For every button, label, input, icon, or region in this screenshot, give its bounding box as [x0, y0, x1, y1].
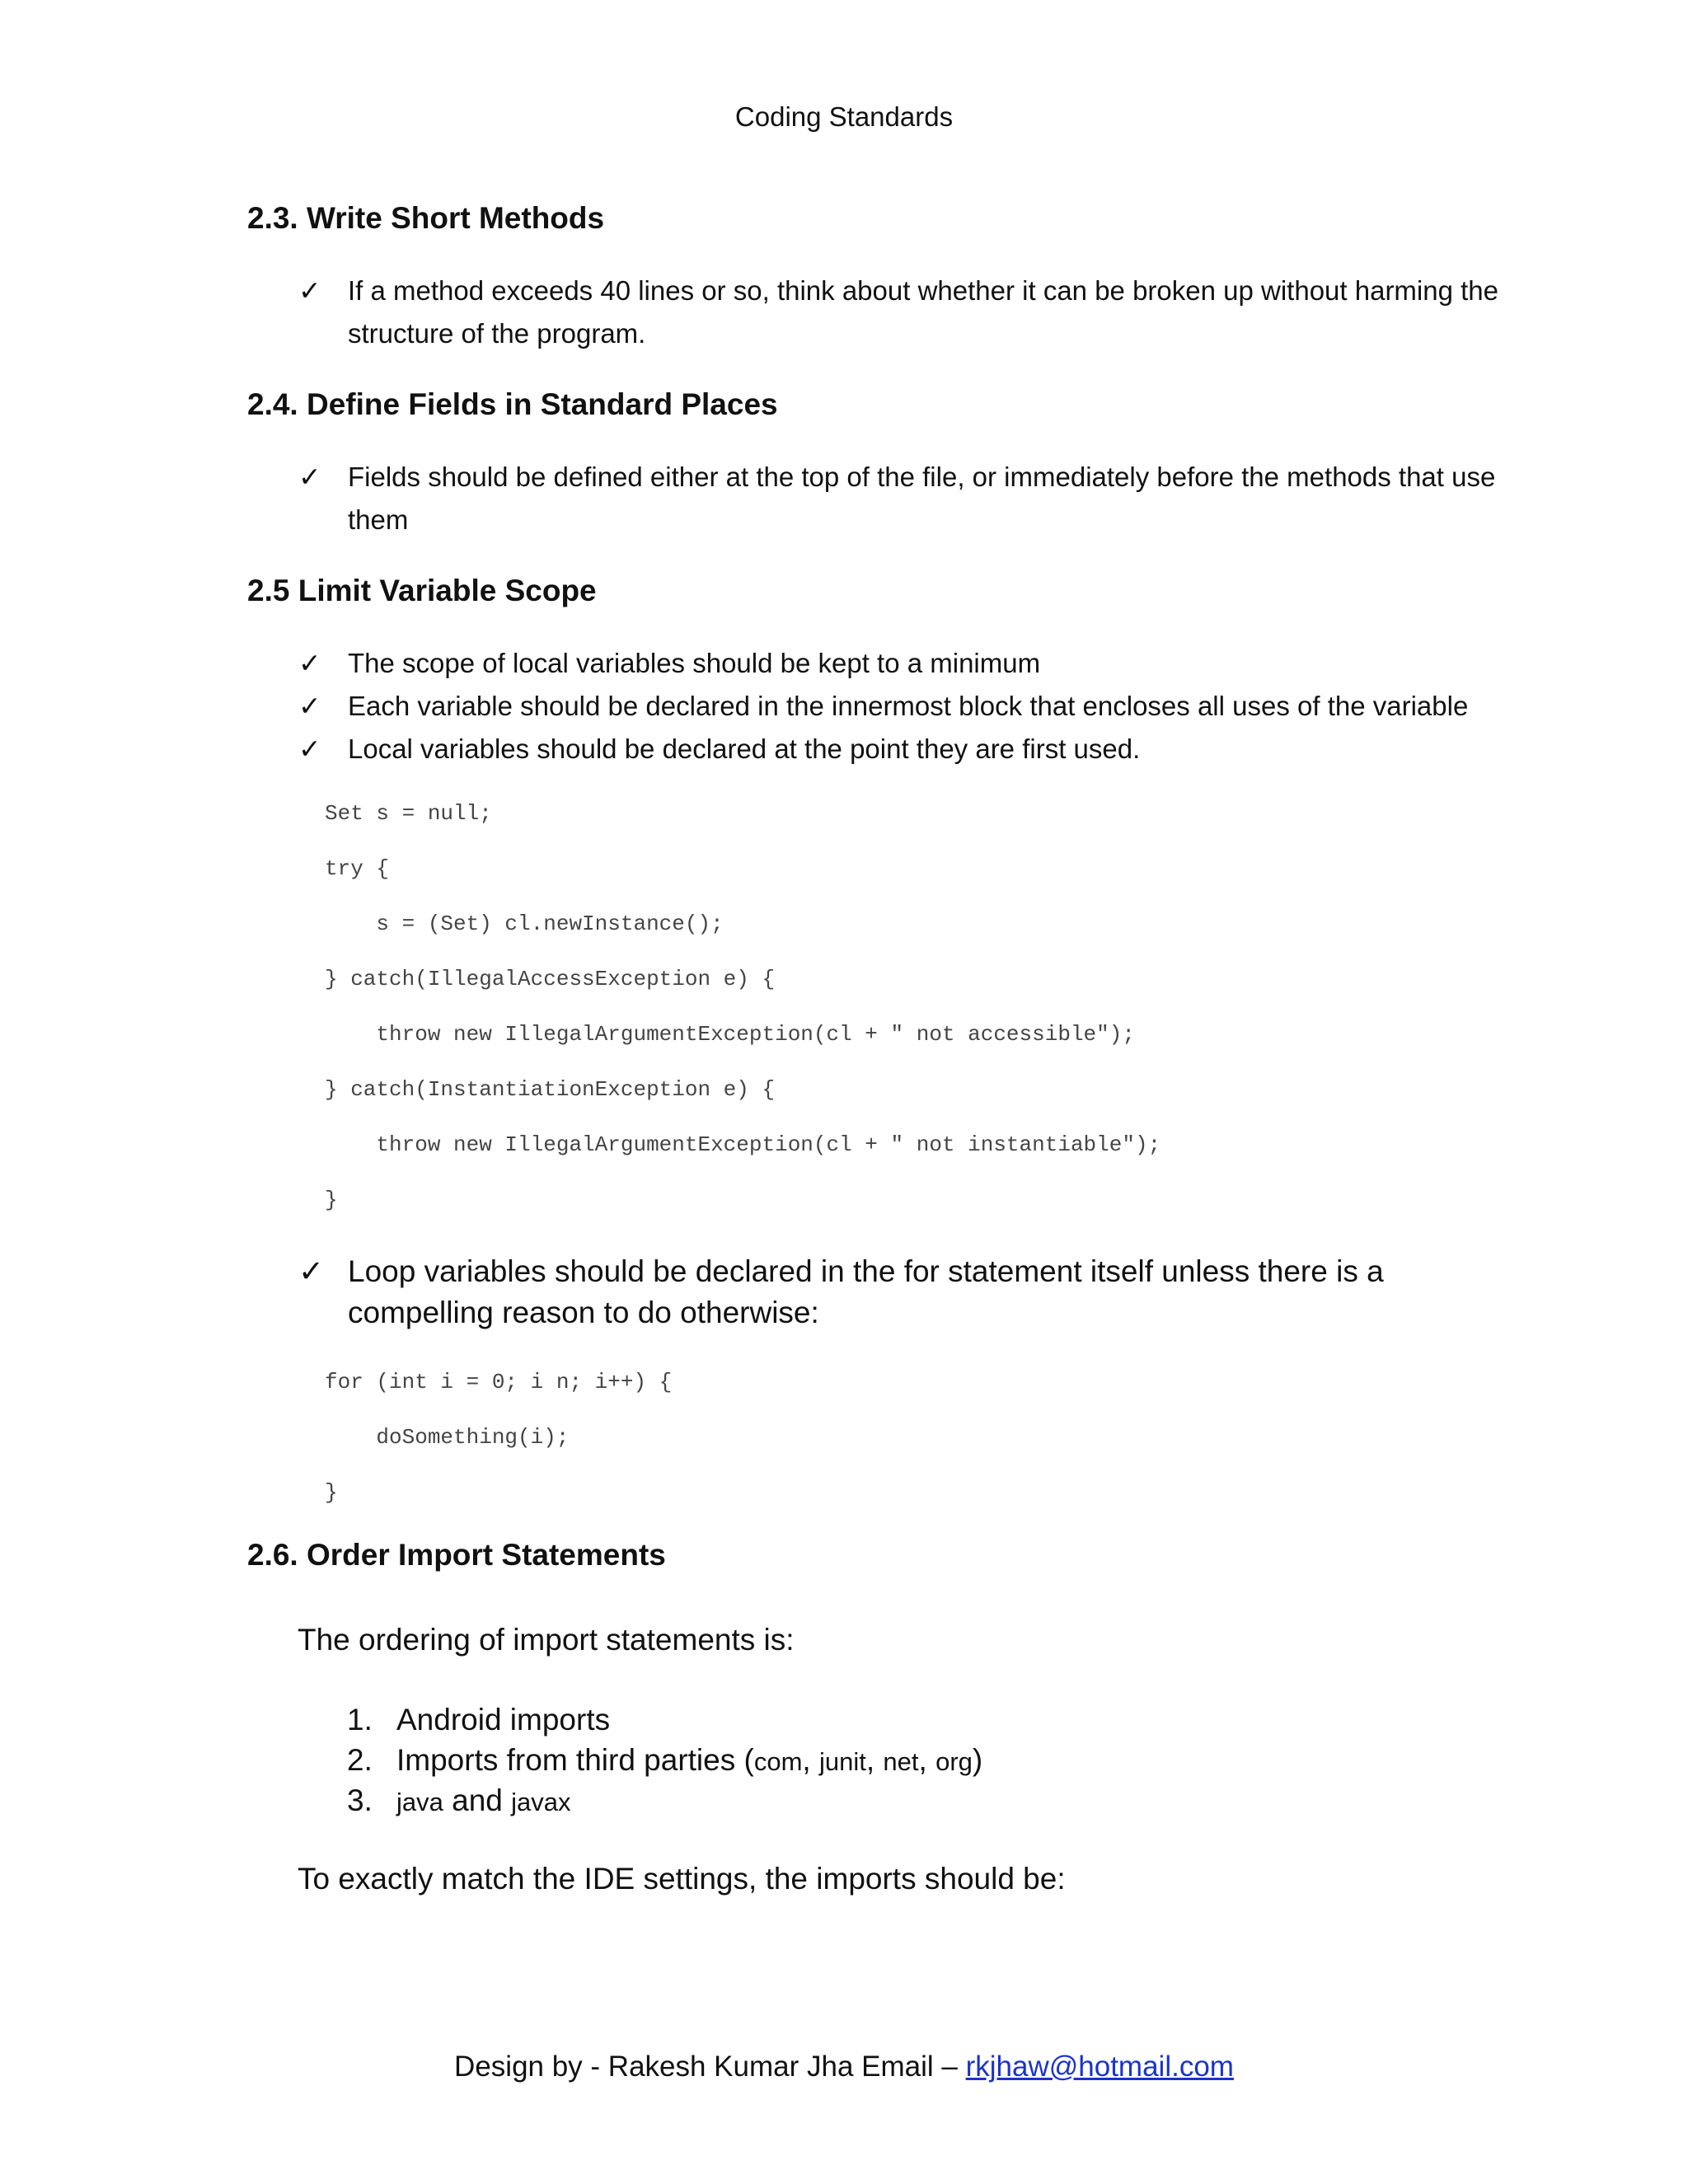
- check-mark-icon: ✓: [298, 1254, 325, 1289]
- bullet-item: [298, 685, 1535, 728]
- bullet-text: The scope of local variables should be kept to a minimum: [348, 648, 1041, 678]
- list-item: [347, 1780, 571, 1822]
- code-line: s = (Set) cl.newInstance();: [325, 912, 724, 936]
- code-line: try {: [325, 856, 390, 881]
- bullet-item: [298, 456, 1535, 541]
- code-term: junit: [818, 1747, 866, 1776]
- code-line: doSomething(i);: [325, 1425, 570, 1450]
- page-header-title: Coding Standards: [734, 101, 954, 132]
- bullet-item: [298, 728, 1535, 771]
- check-mark-icon: ✓: [298, 733, 321, 765]
- code-line: } catch(InstantiationException e) {: [325, 1077, 776, 1102]
- check-mark-icon: ✓: [298, 647, 321, 679]
- bullet-item: [298, 1251, 1535, 1333]
- bullet-text: Each variable should be declared in the innermost block that encloses all uses of the variable: [348, 691, 1469, 721]
- code-term: com: [753, 1747, 803, 1776]
- list-item: [347, 1740, 982, 1782]
- check-mark-icon: ✓: [298, 461, 321, 493]
- intro-paragraph: The ordering of import statements is:: [298, 1623, 795, 1657]
- code-term: net: [883, 1747, 919, 1776]
- page-footer: [0, 2047, 1688, 2087]
- list-text: and: [443, 1783, 512, 1817]
- code-term: java: [396, 1788, 443, 1816]
- outro-paragraph: To exactly match the IDE settings, the imports should be:: [298, 1862, 1066, 1896]
- heading-2-6: 2.6. Order Import Statements: [247, 1538, 666, 1572]
- heading-2-4: 2.4. Define Fields in Standard Places: [247, 387, 778, 421]
- bullet-item: [298, 642, 1535, 685]
- separator: ,: [918, 1743, 936, 1777]
- footer-email-link[interactable]: rkjhaw@hotmail.com: [965, 2050, 1234, 2083]
- code-line: Set s = null;: [325, 801, 492, 826]
- list-number: 2.: [347, 1743, 373, 1777]
- code-term: javax: [511, 1788, 571, 1816]
- closing-paren: ): [972, 1743, 983, 1777]
- code-line: for (int i = 0; i n; i++) {: [325, 1370, 673, 1394]
- code-line: throw new IllegalArgumentException(cl + " not instantiable");: [325, 1132, 1161, 1157]
- code-line: }: [325, 1188, 338, 1212]
- heading-2-3: 2.3. Write Short Methods: [247, 201, 605, 235]
- bullet-text: Fields should be defined either at the top of the file, or immediately before the methods that use them: [348, 462, 1496, 535]
- heading-2-5: 2.5 Limit Variable Scope: [247, 574, 597, 607]
- code-line: throw new IllegalArgumentException(cl + " not accessible");: [325, 1022, 1135, 1047]
- bullet-item: [298, 269, 1535, 355]
- bullet-text: Local variables should be declared at the point they are first used.: [348, 733, 1141, 764]
- bullet-text: Loop variables should be declared in the for statement itself unless there is a compelling reason to do otherwise:: [348, 1254, 1384, 1329]
- list-number: 3.: [347, 1783, 373, 1817]
- list-text: Android imports: [396, 1703, 611, 1736]
- list-text: Imports from third parties (: [396, 1743, 754, 1777]
- check-mark-icon: ✓: [298, 690, 321, 722]
- code-line: } catch(IllegalAccessException e) {: [325, 967, 776, 991]
- separator: ,: [865, 1743, 884, 1777]
- bullet-text: If a method exceeds 40 lines or so, think about whether it can be broken up without harming the structure of the program.: [348, 275, 1499, 349]
- code-line: }: [325, 1480, 338, 1505]
- footer-text: Design by - Rakesh Kumar Jha Email –: [454, 2050, 966, 2083]
- list-item: [347, 1699, 610, 1740]
- list-number: 1.: [347, 1703, 373, 1736]
- code-term: org: [935, 1747, 973, 1776]
- separator: ,: [802, 1743, 819, 1777]
- check-mark-icon: ✓: [298, 274, 321, 307]
